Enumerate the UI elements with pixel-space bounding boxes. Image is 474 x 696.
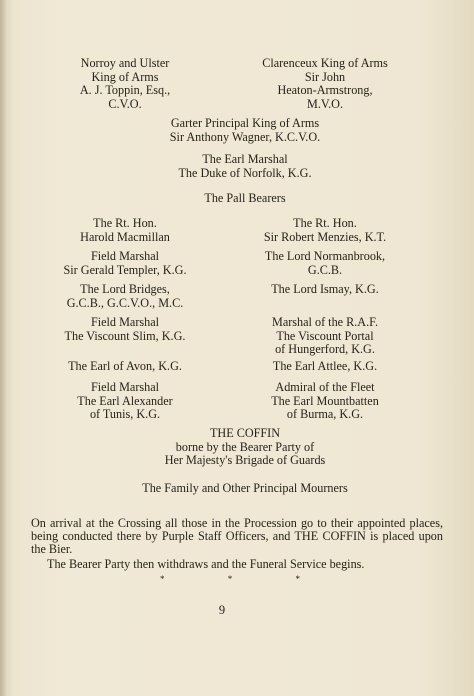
pall-bearer-left xyxy=(40,316,210,343)
pall-bearer-right xyxy=(240,381,410,422)
text-line: Field Marshal xyxy=(90,315,160,329)
text-line: Sir John xyxy=(304,69,346,84)
text-line: The Viscount Slim, K.G. xyxy=(64,328,186,343)
text-line: The Earl Mountbatten xyxy=(271,393,379,408)
pall-bearer-left xyxy=(40,283,210,310)
text-line: Her Majesty's Brigade of Guards xyxy=(164,453,326,468)
text-line: Sir Gerald Templer, K.G. xyxy=(63,262,187,277)
text-line: Clarenceux King of Arms xyxy=(262,56,388,70)
text-line: Garter Principal King of Arms xyxy=(170,116,320,130)
pall-bearer-right xyxy=(240,283,410,297)
text-line: The Lord Bridges, xyxy=(80,282,170,296)
pall-bearer-left xyxy=(40,381,210,422)
text-line: The Earl Attlee, K.G. xyxy=(272,359,378,373)
section-divider-stars xyxy=(160,574,300,584)
pall-bearer-right xyxy=(240,250,410,277)
pall-bearer-left xyxy=(40,360,210,374)
herald-clarenceux xyxy=(240,57,410,111)
paragraph: On arrival at the Crossing all those in the Procession go to their appointed places, being conducted there by Purple Staff Officers, and THE COFFIN is placed upon the Bier. xyxy=(31,516,443,557)
garter-king-of-arms xyxy=(40,117,450,144)
text-line: A. J. Toppin, Esq., xyxy=(79,83,171,98)
page-number: 9 xyxy=(218,603,226,617)
text-line: of Hungerford, K.G. xyxy=(275,342,375,357)
pall-bearers-heading xyxy=(40,192,450,206)
page-spine xyxy=(0,0,6,696)
pall-bearer-right xyxy=(240,316,410,357)
text-line: King of Arms xyxy=(91,69,159,84)
coffin-title: THE COFFIN xyxy=(209,426,281,440)
text-line: The Earl Alexander xyxy=(77,393,173,408)
paragraph: The Bearer Party then withdraws and the Funeral Service begins. xyxy=(47,556,365,571)
text-line: Sir Robert Menzies, K.T. xyxy=(263,229,387,244)
pall-bearer-left xyxy=(40,250,210,277)
text-line: Marshal of the R.A.F. xyxy=(272,315,378,329)
text-line: Heaton-Armstrong, xyxy=(277,83,373,98)
earl-marshal xyxy=(40,153,450,180)
text-line: G.C.B. xyxy=(307,262,343,277)
text-line: of Tunis, K.G. xyxy=(89,407,161,422)
pall-bearer-left xyxy=(40,217,210,244)
text-line: The Viscount Portal xyxy=(276,328,374,343)
mourners-line xyxy=(40,482,450,496)
text-line: C.V.O. xyxy=(108,96,142,111)
text-line: Harold Macmillan xyxy=(80,229,170,244)
coffin-section xyxy=(40,427,450,468)
procession-instructions xyxy=(31,517,443,571)
text-line: The Rt. Hon. xyxy=(293,216,357,230)
text-line: The Family and Other Principal Mourners xyxy=(142,481,348,495)
text-line: Admiral of the Fleet xyxy=(275,380,375,394)
text-line: Sir Anthony Wagner, K.C.V.O. xyxy=(169,129,321,144)
text-line: The Lord Ismay, K.G. xyxy=(271,282,379,296)
text-line: G.C.B., G.C.V.O., M.C. xyxy=(66,295,184,310)
text-line: The Duke of Norfolk, K.G. xyxy=(178,165,312,180)
text-line: of Burma, K.G. xyxy=(286,407,364,422)
text-line: Norroy and Ulster xyxy=(80,56,170,70)
text-line: The Earl Marshal xyxy=(202,152,288,166)
pall-bearer-right xyxy=(240,217,410,244)
pall-bearer-right xyxy=(240,360,410,374)
text-line: M.V.O. xyxy=(306,96,343,111)
star-glyph: * xyxy=(227,574,233,584)
text-line: Field Marshal xyxy=(90,380,160,394)
star-glyph: * xyxy=(295,574,300,584)
text-line: Field Marshal xyxy=(90,249,160,263)
star-glyph: * xyxy=(160,574,165,584)
herald-norroy-ulster xyxy=(40,57,210,111)
text-line: The Rt. Hon. xyxy=(93,216,157,230)
text-line: The Earl of Avon, K.G. xyxy=(68,359,182,373)
section-heading: The Pall Bearers xyxy=(204,191,286,205)
text-line: The Lord Normanbrook, xyxy=(264,249,386,263)
text-line: borne by the Bearer Party of xyxy=(175,439,315,454)
